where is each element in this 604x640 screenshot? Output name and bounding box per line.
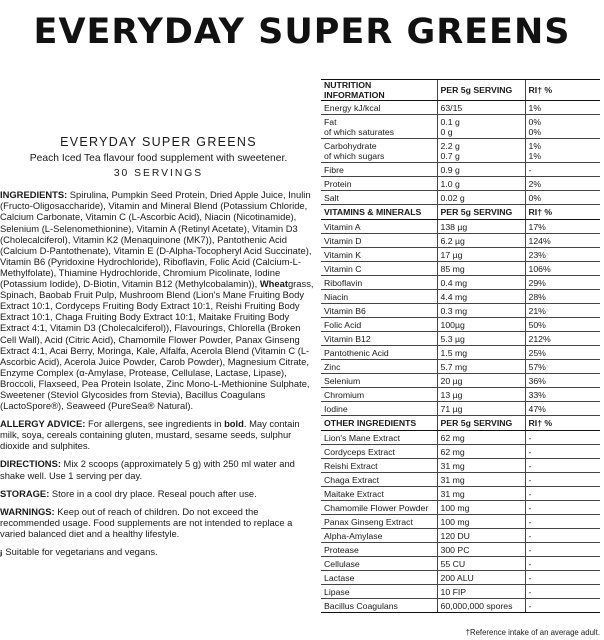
table-cell: Panax Ginseng Extract xyxy=(321,515,437,529)
table-cell: - xyxy=(525,431,600,445)
table-cell: 300 PC xyxy=(437,543,525,557)
table-cell: - xyxy=(525,487,600,501)
table-cell: 17 µg xyxy=(437,248,525,262)
table-cell: 138 µg xyxy=(437,220,525,234)
table-cell: Bacillus Coagulans xyxy=(321,599,437,613)
allergy-paragraph xyxy=(0,418,317,451)
directions-text: Mix 2 scoops (approximately 5 g) with 250 ml water and shake well. Use 1 serving per day. xyxy=(0,458,295,481)
storage-text: Store in a cool dry place. Reseal pouch after use. xyxy=(49,487,257,499)
header-cell: OTHER INGREDIENTS xyxy=(321,416,437,431)
vegan-text: Suitable for vegetarians and vegans. xyxy=(5,546,158,557)
table-cell: Lipase xyxy=(321,585,437,599)
table-cell: Chamomile Flower Powder xyxy=(321,501,437,515)
table-cell: 0.9 g xyxy=(437,163,525,177)
table-cell: 33% xyxy=(525,388,600,402)
table-row xyxy=(321,290,600,304)
ingredients-label: INGREDIENTS: xyxy=(0,189,68,201)
product-title: EVERYDAY SUPER GREENS xyxy=(60,135,257,149)
table-row xyxy=(321,177,600,191)
table-row xyxy=(321,220,600,234)
table-cell: Cellulase xyxy=(321,557,437,571)
table-cell: 5.7 mg xyxy=(437,360,525,374)
table-row xyxy=(321,318,600,332)
table-cell: Carbohydrate of which sugars xyxy=(321,139,437,163)
table-cell: Alpha-Amylase xyxy=(321,529,437,543)
table-cell: 21% xyxy=(525,304,600,318)
table-row xyxy=(321,374,600,388)
table-cell: Vitamin K xyxy=(321,248,437,262)
table-cell: Chaga Extract xyxy=(321,473,437,487)
table-row xyxy=(321,599,600,613)
ingredients-allergen-wheat: Wheat xyxy=(259,278,288,290)
table-row xyxy=(321,276,600,290)
table-cell: 31 mg xyxy=(437,473,525,487)
table-cell: 50% xyxy=(525,318,600,332)
header-cell: RI† % xyxy=(525,416,600,431)
table-section-header xyxy=(321,416,600,431)
table-cell: 23% xyxy=(525,248,600,262)
table-section-header xyxy=(321,80,600,101)
table-cell: Riboflavin xyxy=(321,276,437,290)
table-cell: - xyxy=(525,543,600,557)
reference-intake-footnote: †Reference intake of an average adult. xyxy=(465,628,600,637)
warnings-text: Keep out of reach of children. Do not exceed the recommended usage. Food supplements are not intended to replace a varied balanced diet and a healthy lifestyle. xyxy=(0,505,293,539)
table-cell: 4.4 mg xyxy=(437,290,525,304)
table-row xyxy=(321,234,600,248)
storage-paragraph xyxy=(0,488,317,499)
table-cell: Fat of which saturates xyxy=(321,115,437,139)
header-cell: PER 5g SERVING xyxy=(437,205,525,220)
table-cell: 57% xyxy=(525,360,600,374)
table-row xyxy=(321,346,600,360)
table-cell: Iodine xyxy=(321,402,437,416)
directions-label: DIRECTIONS: xyxy=(0,458,61,470)
warnings-paragraph xyxy=(0,506,317,539)
table-cell: Vitamin B12 xyxy=(321,332,437,346)
header-cell: RI† % xyxy=(525,80,600,101)
ingredients-text-1: Spirulina, Pumpkin Seed Protein, Dried Apple Juice, Inulin (Fructo-Oligosaccharide), Vitamin and Mineral Blend (Potassium Chloride, Calcium Carbonate, Vitamin C (L-Ascorbic Acid), Niacin (Nicotinamide), Selenium (L-Selenomethionine), Vitamin A (Retinyl Acetate), Vitamin D3 (Cholecalciferol), Vitamin K2 (Menaquinone (MK7)), Pantothenic Acid (Calcium D-Pantothenate), Vitamin E (D-Alpha-Tocopheryl Acid Succinate), Vitamin B6 (Pyridoxine Hydrochloride), Riboflavin, Folic Acid (Calcium-L-Methylfolate), Thiamine Hydrochloride, Chromium Picolinate, Iodine (Potassium Iodide), D-Biotin, Vitamin B12 (Methylcobalamin)), xyxy=(0,189,312,290)
table-cell: Folic Acid xyxy=(321,318,437,332)
table-cell: 28% xyxy=(525,290,600,304)
table-row xyxy=(321,459,600,473)
table-cell: Reishi Extract xyxy=(321,459,437,473)
table-cell: 36% xyxy=(525,374,600,388)
table-cell: Pantothenic Acid xyxy=(321,346,437,360)
table-row xyxy=(321,402,600,416)
table-cell: Cordyceps Extract xyxy=(321,445,437,459)
table-cell: 17% xyxy=(525,220,600,234)
table-cell: 62 mg xyxy=(437,431,525,445)
table-cell: 5.3 µg xyxy=(437,332,525,346)
table-cell: 0% 0% xyxy=(525,115,600,139)
table-cell: Vitamin D xyxy=(321,234,437,248)
table-cell: 20 µg xyxy=(437,374,525,388)
table-cell: Vitamin C xyxy=(321,262,437,276)
table-cell: 1% xyxy=(525,101,600,115)
table-cell: 55 CU xyxy=(437,557,525,571)
table-cell: 25% xyxy=(525,346,600,360)
table-cell: 124% xyxy=(525,234,600,248)
table-cell: Zinc xyxy=(321,360,437,374)
header-cell: NUTRITION INFORMATION xyxy=(321,80,437,101)
table-cell: - xyxy=(525,501,600,515)
table-row xyxy=(321,445,600,459)
table-cell: 6.2 µg xyxy=(437,234,525,248)
table-cell: Protease xyxy=(321,543,437,557)
table-cell: - xyxy=(525,557,600,571)
table-cell: 85 mg xyxy=(437,262,525,276)
table-row xyxy=(321,473,600,487)
table-cell: 1% 1% xyxy=(525,139,600,163)
table-row xyxy=(321,115,600,139)
table-row xyxy=(321,332,600,346)
table-row xyxy=(321,515,600,529)
table-cell: 0% xyxy=(525,191,600,205)
table-cell: Vitamin B6 xyxy=(321,304,437,318)
table-cell: 0.4 mg xyxy=(437,276,525,290)
table-cell: Energy kJ/kcal xyxy=(321,101,437,115)
table-row xyxy=(321,101,600,115)
table-row xyxy=(321,557,600,571)
header-cell: PER 5g SERVING xyxy=(437,416,525,431)
table-cell: - xyxy=(525,599,600,613)
table-row xyxy=(321,191,600,205)
allergy-text-1: For allergens, see ingredients in xyxy=(85,418,225,430)
table-cell: - xyxy=(525,515,600,529)
table-cell: - xyxy=(525,459,600,473)
table-cell: Fibre xyxy=(321,163,437,177)
table-cell: Chromium xyxy=(321,388,437,402)
table-cell: 31 mg xyxy=(437,459,525,473)
table-cell: 100 mg xyxy=(437,515,525,529)
header-cell: PER 5g SERVING xyxy=(437,80,525,101)
table-row xyxy=(321,139,600,163)
table-cell: 100µg xyxy=(437,318,525,332)
table-cell: 100 mg xyxy=(437,501,525,515)
product-subtitle: Peach Iced Tea flavour food supplement with sweetener. xyxy=(29,153,288,165)
table-cell: Vitamin A xyxy=(321,220,437,234)
table-cell: 0.02 g xyxy=(437,191,525,205)
table-row xyxy=(321,501,600,515)
table-row xyxy=(321,431,600,445)
nutrition-table xyxy=(321,79,600,613)
table-cell: 2% xyxy=(525,177,600,191)
table-cell: 200 ALU xyxy=(437,571,525,585)
table-cell: - xyxy=(525,473,600,487)
table-cell: Niacin xyxy=(321,290,437,304)
table-cell: 106% xyxy=(525,262,600,276)
table-cell: 13 µg xyxy=(437,388,525,402)
table-cell: 1.5 mg xyxy=(437,346,525,360)
table-cell: - xyxy=(525,571,600,585)
table-row xyxy=(321,543,600,557)
label-left-column xyxy=(0,137,317,565)
header-cell: RI† % xyxy=(525,205,600,220)
table-row xyxy=(321,529,600,543)
table-cell: 1.0 g xyxy=(437,177,525,191)
table-cell: 62 mg xyxy=(437,445,525,459)
table-cell: Maitake Extract xyxy=(321,487,437,501)
table-row xyxy=(321,360,600,374)
vegan-v-icon: ⱼ xyxy=(0,546,3,558)
table-cell: 60,000,000 spores xyxy=(437,599,525,613)
table-cell: 212% xyxy=(525,332,600,346)
table-cell: 71 µg xyxy=(437,402,525,416)
ingredients-paragraph xyxy=(0,189,317,411)
storage-label: STORAGE: xyxy=(0,487,50,499)
table-cell: 31 mg xyxy=(437,487,525,501)
table-row xyxy=(321,304,600,318)
allergy-bold-word: bold xyxy=(224,418,244,430)
table-cell: 0.3 mg xyxy=(437,304,525,318)
table-cell: - xyxy=(525,529,600,543)
warnings-label: WARNINGS: xyxy=(0,505,55,517)
table-cell: 120 DU xyxy=(437,529,525,543)
table-cell: 2.2 g 0.7 g xyxy=(437,139,525,163)
table-row xyxy=(321,163,600,177)
table-cell: Selenium xyxy=(321,374,437,388)
vegan-note xyxy=(0,546,317,558)
table-cell: Lactase xyxy=(321,571,437,585)
table-row xyxy=(321,571,600,585)
table-cell: Lion's Mane Extract xyxy=(321,431,437,445)
table-row xyxy=(321,487,600,501)
table-cell: Protein xyxy=(321,177,437,191)
directions-paragraph xyxy=(0,458,317,480)
table-cell: 63/15 xyxy=(437,101,525,115)
banner-title: EVERYDAY SUPER GREENS xyxy=(33,12,571,52)
table-row xyxy=(321,388,600,402)
table-section-header xyxy=(321,205,600,220)
table-row xyxy=(321,248,600,262)
table-cell: - xyxy=(525,163,600,177)
allergy-label: ALLERGY ADVICE: xyxy=(0,418,86,430)
header-cell: VITAMINS & MINERALS xyxy=(321,205,437,220)
table-cell: Salt xyxy=(321,191,437,205)
table-cell: - xyxy=(525,445,600,459)
table-cell: 29% xyxy=(525,276,600,290)
table-row xyxy=(321,585,600,599)
table-cell: 47% xyxy=(525,402,600,416)
ingredients-text-2: grass, Spinach, Baobab Fruit Pulp, Mushroom Blend (Lion's Mane Fruiting Body Extract 10:1, Cordyceps Fruiting Body Extract 10:1, Reishi Fruiting Body Extract 10:1, Chaga Fruiting Body Extract 10:1, Maitake Fruiting Body Extract 4:1, Vitamin D3 (Cholecalciferol)), Flavourings, Chlorella (Broken Cell Wall), Acid (Citric Acid), Chamomile Flower Powder, Panax Ginseng Extract 4:1, Acai Berry, Moringa, Kale, Alfalfa, Acerola Blend (Vitamin C (L-Ascorbic Acid), Acerola Juice Powder, Carob Powder), Magnesium Citrate, Enzyme Complex (α-Amylase, Protease, Cellulase, Lactase, Lipase), Broccoli, Flaxseed, Pea Protein Isolate, Zinc Mono-L-Methionine Sulphate, Sweetener (Steviol Glycosides from Stevia), Bacillus Coagulans (LactoSpore®), Seaweed (PureSea® Natural). xyxy=(0,278,314,412)
table-cell: 0.1 g 0 g xyxy=(437,115,525,139)
table-cell: 10 FIP xyxy=(437,585,525,599)
allergy-text-2: . May contain milk, soya, cereals containing gluten, mustard, sesame seeds, sulphur dioxide and sulphites. xyxy=(0,418,300,452)
table-row xyxy=(321,262,600,276)
servings-count: 30 SERVINGS xyxy=(113,168,204,180)
table-cell: - xyxy=(525,585,600,599)
